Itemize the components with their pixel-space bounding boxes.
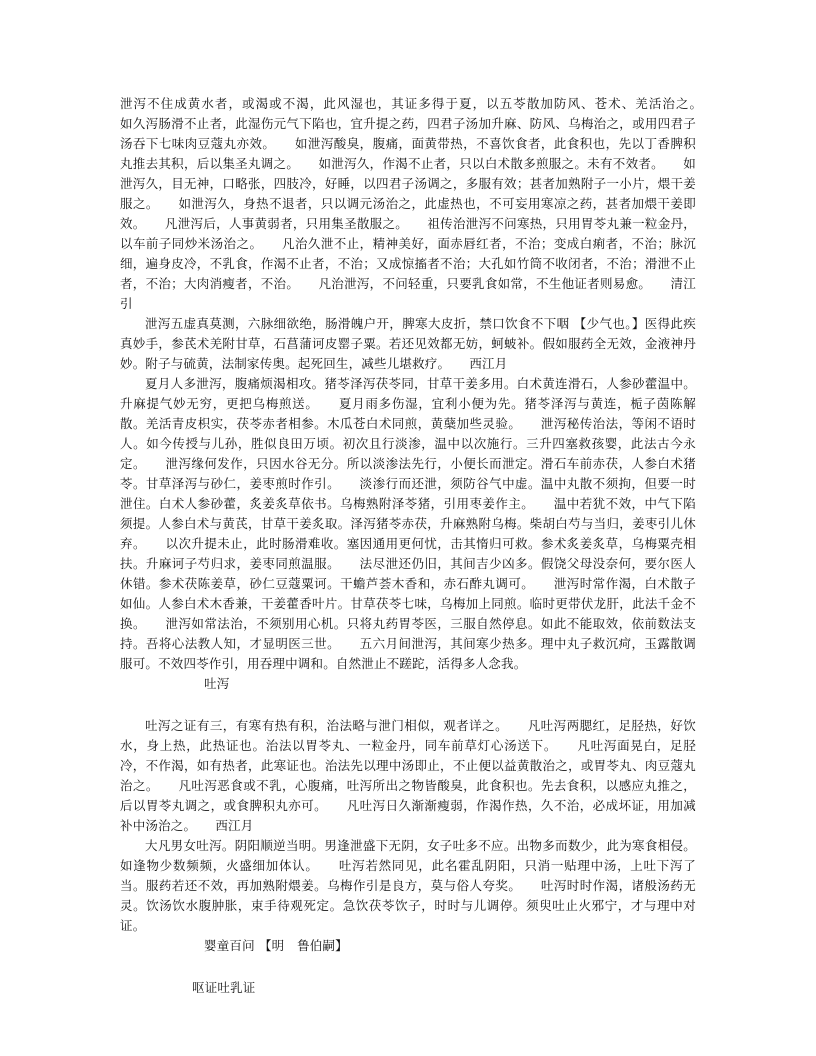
paragraph-diarrhea-treatments: 泄泻不住成黄水者，或渴或不渴，此风湿也，其证多得于夏，以五苓散加防风、苍术、羌活治之。 如久泻肠滑不止者，此湿伤元气下陷也，宜升提之药，四君子汤加升麻、防风、乌梅治之，或用四君子汤吞下七味肉豆蔻丸亦效。 如泄泻酸臭，腹痛，面黄带热，不喜饮食者，此食积也，先以丁香脾积丸推去其积，后以集圣丸调之。 如泄泻久，作渴不止者，只以白术散多煎服之。未有不效者。 如泄泻久，目无神，口略张，四肢冷，好睡，以四君子汤调之，多服有效；甚者加熟附子一小片，煨干姜服之。 如泄泻久，身热不退者，只以调元汤治之，此虚热也，不可妄用寒凉之药，甚者加煨干姜即效。 凡泄泻后，人事黄弱者，只用集圣散服之。 祖传治泄泻不问寒热，只用胃苓丸兼一粒金丹，以车前子同炒米汤治之。 凡治久泄不止，精神美好，面赤唇红者，不治；变成白痢者，不治；脉沉细，遍身皮冷，不乳食，作渴不止者，不治；又成惊搐者不治；大孔如竹筒不收闭者，不治；滑泄不止者，不治；大肉消瘦者，不治。 凡治泄泻，不问轻重，只要乳食如常，不生他证者则易愈。 清江引 [120,96,722,311]
paragraph-qingjiangyin-verse: 泄泻五虚真莫测，六脉细欲绝，肠滑魄户开，脾寒大皮折，禁口饮食不下咽 【少气也。】医得此疾真妙手，参芪术羌附甘草，石菖蒲诃皮罂子粟。若还见效都无妨，蚵蚾补。假如服药全无效，金液神丹妙。附子与硫黄，法制家传奥。起死回生，减些儿堪救疗。 西江月 [120,316,696,371]
document-page [120,94,722,998]
paragraph-xijiangyue-verses: 夏月人多泄泻，腹痛烦渴相攻。猪苓泽泻茯苓同，甘草干姜多用。白术黄连滑石，人参砂藿温中。升麻提气妙无穷，更把乌梅煎送。 夏月雨多伤湿，宜利小便为先。猪苓泽泻与黄连，栀子茵陈解散。羌活青皮枳实，茯苓赤者相参。木瓜苍白术同煎，黄蘖加些灵验。 泄泻秘传治法，等闲不语时人。如今传授与儿孙，胜似良田万顷。初次且行淡渗，温中以次施行。三升四塞救孩婴，此法古今永定。 泄泻缘何发作，只因水谷无分。所以淡渗法先行，小便长而泄定。滑石车前赤茯，人参白术猪苓。甘草泽泻与砂仁，姜枣煎时作引。 淡渗行而还泄，须防谷气中虚。温中丸散不须拘，但要一时泄住。白术人参砂藿，炙姜炙草依书。乌梅熟附泽苓猪，引用枣姜作主。 温中若犹不效，中气下陷须提。人参白术与黄芪，甘草干姜炙取。泽泻猪苓赤茯，升麻熟附乌梅。柴胡白芍与当归，姜枣引儿休弃。 以次升提未止，此时肠滑难收。塞因通用更何忧，击其惰归可救。参术炙姜炙草，乌梅粟壳相扶。升麻诃子芍归求，姜枣同煎温服。 法尽泄还仍旧，其间吉少凶多。假饶父母没奈何，要尔医人休错。参术茯陈姜草，砂仁豆蔻粟诃。干蟾芦荟木香和，赤石酢丸调可。 泄泻时常作渴，白术散子如仙。人参白术木香兼，干姜藿香叶片。甘草茯苓七味，乌梅加上同煎。临时更带伏龙肝，此法千金不换。 泄泻如常法治，不须别用心机。只将丸药胃苓医，三服自然停息。如此不能取效，依前数法支持。吾将心法教人知，才显明医三世。 五六月间泄泻，其间寒少热多。理中丸子救沉疴，玉露散调服可。不效四苓作引，用吞理中调和。自然泄止不蹉跎，活得多人念我。 [120,376,696,671]
paragraph-tuxie-verses: 大凡男女吐泻。阴阳顺逆当明。男逢泄盛下无阴，女子吐多不应。出物多而数少，此为寒食相侵。如逢物少数频频，火盛细加体认。 吐泻若然同见，此名霍乱阴阳，只消一贴理中汤，上吐下泻了当。服药若还不效，再加熟附煨姜。乌梅作引是良方，莫与俗人夸奖。 吐泻时时作渴，诸般汤药无灵。饮汤饮水腹肿胀，束手待观死定。急饮茯苓饮子，时时与儿调停。须臾吐止火邪宁，才与理中对证。 [120,838,696,933]
section-heading-vomiting-milk: 呕证吐乳证 [192,980,256,995]
section-heading-tuxie: 吐泻 [204,676,230,691]
spacer [120,956,696,978]
paragraph-tuxie-treatments: 吐泻之证有三，有寒有热有积，治法略与泄门相似，观者详之。 凡吐泻两腮红，足胫热，好饮水，身上热，此热证也。治法以胃苓丸、一粒金丹，同车前草灯心汤送下。 凡吐泻面晃白，足胫冷，不作渴，如有热者，此寒证也。治法先以理中汤即止，不止便以益黄散治之，或胃苓丸、肉豆蔻丸治之。 凡吐泻恶食或不乳，心腹痛，吐泻所出之物皆酸臭，此食积也。先去食积，以感应丸推之，后以胃苓丸调之，或食脾积丸亦可。 凡吐泻日久渐渐瘦弱，作渴作热，久不治，必成坏证，用加减补中汤治之。 西江月 [120,718,696,833]
book-title-yingtong-baiwen: 婴童百问 【明 鲁伯嗣】 [204,938,348,953]
spacer [120,694,696,716]
